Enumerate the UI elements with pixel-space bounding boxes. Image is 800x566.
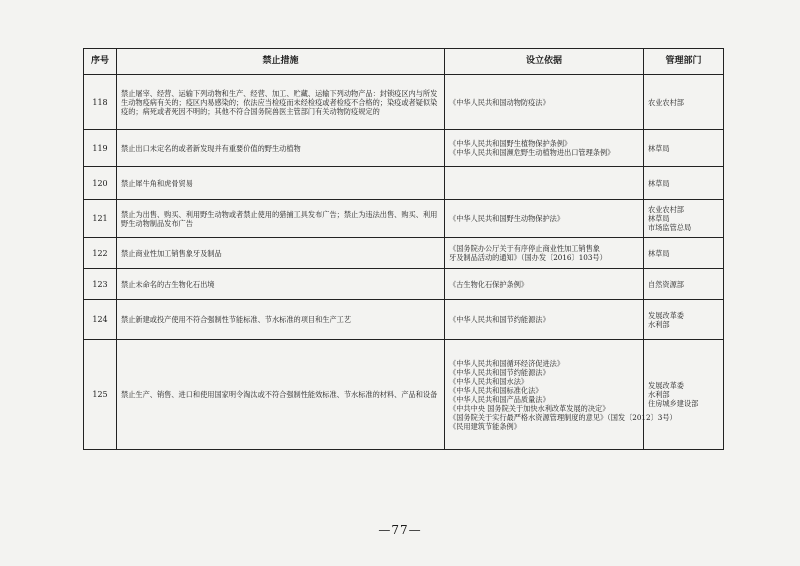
legal-basis-item: 《中共中央 国务院关于加快水利改革发展的决定》 xyxy=(449,403,610,413)
department-item: 自然资源部 xyxy=(648,279,684,289)
legal-basis-item: 《中华人民共和国水法》 xyxy=(449,376,529,386)
department-item: 住房城乡建设部 xyxy=(648,399,699,408)
prohibition-measure: 禁止屠宰、经营、运输下列动物和生产、经营、加工、贮藏、运输下列动物产品：封锁疫区内与所发生动物疫病有关的；疫区内易感染的；依法应当检疫而未经检疫或者检疫不合格的；染疫或者疑似染疫的；病死或者死因不明的；其他不符合国务院兽医主管部门有关动物防疫规定的 xyxy=(117,75,445,130)
department-item: 林草局 xyxy=(648,143,670,153)
legal-basis-item: 《中华人民共和国野生动物保护法》 xyxy=(449,214,565,223)
table-row xyxy=(84,238,724,269)
row-number: 120 xyxy=(84,167,117,200)
legal-basis-item: 牙及制品活动的通知》（国办发〔2016〕103号） xyxy=(449,253,607,262)
row-number: 124 xyxy=(84,300,117,340)
regulation-table-page xyxy=(83,48,723,450)
legal-basis-item: 《古生物化石保护条例》 xyxy=(449,279,529,289)
legal-basis-item: 《中华人民共和国节约能源法》 xyxy=(449,367,550,377)
table-row xyxy=(84,300,724,340)
header-basis: 设立依据 xyxy=(445,49,644,75)
row-number: 123 xyxy=(84,269,117,300)
row-number: 121 xyxy=(84,200,117,238)
header-dept: 管理部门 xyxy=(644,49,724,75)
legal-basis xyxy=(445,300,644,340)
table-row xyxy=(84,75,724,130)
legal-basis-item: 《中华人民共和国野生植物保护条例》 xyxy=(449,139,572,148)
table-row xyxy=(84,200,724,238)
header-measure: 禁止措施 xyxy=(117,49,445,75)
prohibition-measure: 禁止出口未定名的或者新发现并有重要价值的野生动植物 xyxy=(117,130,445,167)
row-number: 119 xyxy=(84,130,117,167)
legal-basis xyxy=(445,130,644,167)
row-number: 125 xyxy=(84,340,117,450)
prohibition-table xyxy=(83,48,724,450)
department-item: 农业农村部 xyxy=(648,205,684,214)
prohibition-measure: 禁止生产、销售、进口和使用国家明令淘汰或不符合强制性能效标准、节水标准的材料、产品和设备 xyxy=(117,340,445,450)
table-header-row xyxy=(84,49,724,75)
row-number: 118 xyxy=(84,75,117,130)
managing-department xyxy=(644,269,724,300)
legal-basis-item: 《中华人民共和国标准化法》 xyxy=(449,385,543,395)
legal-basis-item: 《国务院关于实行最严格水资源管理制度的意见》（国发〔2012〕3号） xyxy=(449,412,677,422)
managing-department xyxy=(644,238,724,269)
legal-basis xyxy=(445,75,644,130)
legal-basis-item: 《国务院办公厅关于有序停止商业性加工销售象 xyxy=(449,244,600,253)
department-item: 农业农村部 xyxy=(648,97,684,107)
page-number: —77— xyxy=(378,523,422,537)
department-item: 市场监管总局 xyxy=(648,223,692,232)
prohibition-measure: 禁止新建或投产使用不符合强制性节能标准、节水标准的项目和生产工艺 xyxy=(117,300,445,340)
table-row xyxy=(84,130,724,167)
legal-basis xyxy=(445,167,644,200)
department-item: 水利部 xyxy=(648,390,670,399)
prohibition-measure: 禁止未命名的古生物化石出境 xyxy=(117,269,445,300)
department-item: 林草局 xyxy=(648,248,670,258)
legal-basis-item: 《中华人民共和国产品质量法》 xyxy=(449,394,550,404)
managing-department xyxy=(644,300,724,340)
legal-basis-item: 《中华人民共和国循环经济促进法》 xyxy=(449,358,565,368)
managing-department xyxy=(644,167,724,200)
legal-basis-item: 《中华人民共和国濒危野生动植物进出口管理条例》 xyxy=(449,148,615,157)
legal-basis-item: 《民用建筑节能条例》 xyxy=(449,421,521,431)
legal-basis xyxy=(445,200,644,238)
managing-department xyxy=(644,340,724,450)
table-row xyxy=(84,340,724,450)
managing-department xyxy=(644,130,724,167)
prohibition-measure: 禁止为出售、购买、利用野生动物或者禁止使用的猎捕工具发布广告；禁止为违法出售、购买、利用野生动物制品发布广告 xyxy=(117,200,445,238)
table-body xyxy=(84,75,724,450)
prohibition-measure: 禁止商业性加工销售象牙及制品 xyxy=(117,238,445,269)
header-no: 序号 xyxy=(84,49,117,75)
department-item: 水利部 xyxy=(648,319,670,329)
department-item: 发展改革委 xyxy=(648,381,684,390)
managing-department xyxy=(644,75,724,130)
prohibition-measure: 禁止犀牛角和虎骨贸易 xyxy=(117,167,445,200)
legal-basis-item: 《中华人民共和国节约能源法》 xyxy=(449,315,550,324)
legal-basis xyxy=(445,269,644,300)
table-row xyxy=(84,167,724,200)
row-number: 122 xyxy=(84,238,117,269)
department-item: 林草局 xyxy=(648,214,670,223)
legal-basis xyxy=(445,238,644,269)
table-row xyxy=(84,269,724,300)
managing-department xyxy=(644,200,724,238)
department-item: 林草局 xyxy=(648,178,670,188)
legal-basis-item: 《中华人民共和国动物防疫法》 xyxy=(449,97,550,107)
department-item: 发展改革委 xyxy=(648,310,684,320)
